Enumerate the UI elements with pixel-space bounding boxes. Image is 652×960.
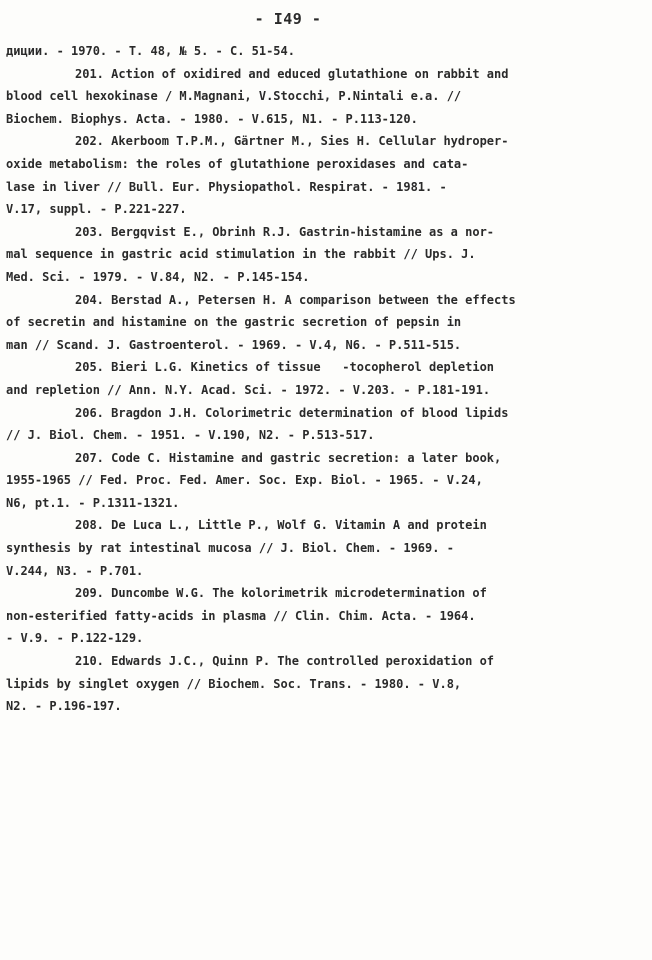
reference-205 <box>6 356 606 401</box>
reference-line: // J. Biol. Chem. - 1951. - V.190, N2. - P.513-517. <box>6 428 375 443</box>
reference-208 <box>6 514 606 582</box>
reference-line: N6, pt.1. - P.1311-1321. <box>6 495 180 510</box>
reference-line: V.244, N3. - P.701. <box>6 563 144 578</box>
reference-line: oxide metabolism: the roles of glutathione peroxidases and cata- <box>6 156 469 171</box>
reference-line: mal sequence in gastric acid stimulation in the rabbit // Ups. J. <box>6 247 476 262</box>
reference-line: 209. Duncombe W.G. The kolorimetrik microdetermination of <box>75 586 487 601</box>
reference-line: and repletion // Ann. N.Y. Acad. Sci. - 1972. - V.203. - P.181-191. <box>6 382 491 397</box>
reference-line: 203. Bergqvist E., Obrinh R.J. Gastrin-histamine as a nor- <box>75 224 495 239</box>
reference-line: 210. Edwards J.C., Quinn P. The controlled peroxidation of <box>75 654 495 669</box>
reference-line: Biochem. Biophys. Acta. - 1980. - V.615, N1. - P.113-120. <box>6 111 418 126</box>
reference-line: synthesis by rat intestinal mucosa // J. Biol. Chem. - 1969. - <box>6 541 454 556</box>
reference-line: non-esterified fatty-acids in plasma // Clin. Chim. Acta. - 1964. <box>6 608 476 623</box>
reference-list <box>6 40 606 718</box>
reference-line: 1955-1965 // Fed. Proc. Fed. Amer. Soc. Exp. Biol. - 1965. - V.24, <box>6 473 483 488</box>
reference-209 <box>6 582 606 650</box>
reference-line: 205. Bieri L.G. Kinetics of tissue -tocopherol depletion <box>75 360 495 375</box>
reference-line: N2. - P.196-197. <box>6 699 122 714</box>
continuation-line: диции. - 1970. - Т. 48, № 5. - С. 51-54. <box>6 44 295 58</box>
reference-line: 202. Akerboom T.P.M., Gärtner M., Sies H. Cellular hydroper- <box>75 134 509 149</box>
reference-line: 204. Berstad A., Petersen H. A comparison between the effects <box>75 292 516 307</box>
reference-line: blood cell hexokinase / M.Magnani, V.Stocchi, P.Nintali e.a. // <box>6 89 462 104</box>
reference-204 <box>6 289 606 357</box>
reference-206 <box>6 402 606 447</box>
reference-202 <box>6 130 606 220</box>
reference-line: lipids by singlet oxygen // Biochem. Soc. Trans. - 1980. - V.8, <box>6 676 462 691</box>
page-number: - I49 - <box>254 10 322 28</box>
reference-line: V.17, suppl. - P.221-227. <box>6 202 187 217</box>
reference-line: 206. Bragdon J.H. Colorimetric determination of blood lipids <box>75 405 509 420</box>
reference-line: 201. Action of oxidired and educed glutathione on rabbit and <box>75 66 509 81</box>
reference-line: Med. Sci. - 1979. - V.84, N2. - P.145-154. <box>6 269 310 284</box>
reference-210 <box>6 650 606 718</box>
reference-201 <box>6 63 606 131</box>
reference-line: man // Scand. J. Gastroenterol. - 1969. - V.4, N6. - P.511-515. <box>6 337 462 352</box>
reference-line: 207. Code C. Histamine and gastric secretion: a later book, <box>75 450 502 465</box>
reference-line: lase in liver // Bull. Eur. Physiopathol. Respirat. - 1981. - <box>6 179 447 194</box>
reference-203 <box>6 221 606 289</box>
reference-line: 208. De Luca L., Little P., Wolf G. Vitamin A and protein <box>75 518 487 533</box>
reference-line: - V.9. - P.122-129. <box>6 631 144 646</box>
reference-line: of secretin and histamine on the gastric secretion of pepsin in <box>6 315 462 330</box>
reference-207 <box>6 447 606 515</box>
